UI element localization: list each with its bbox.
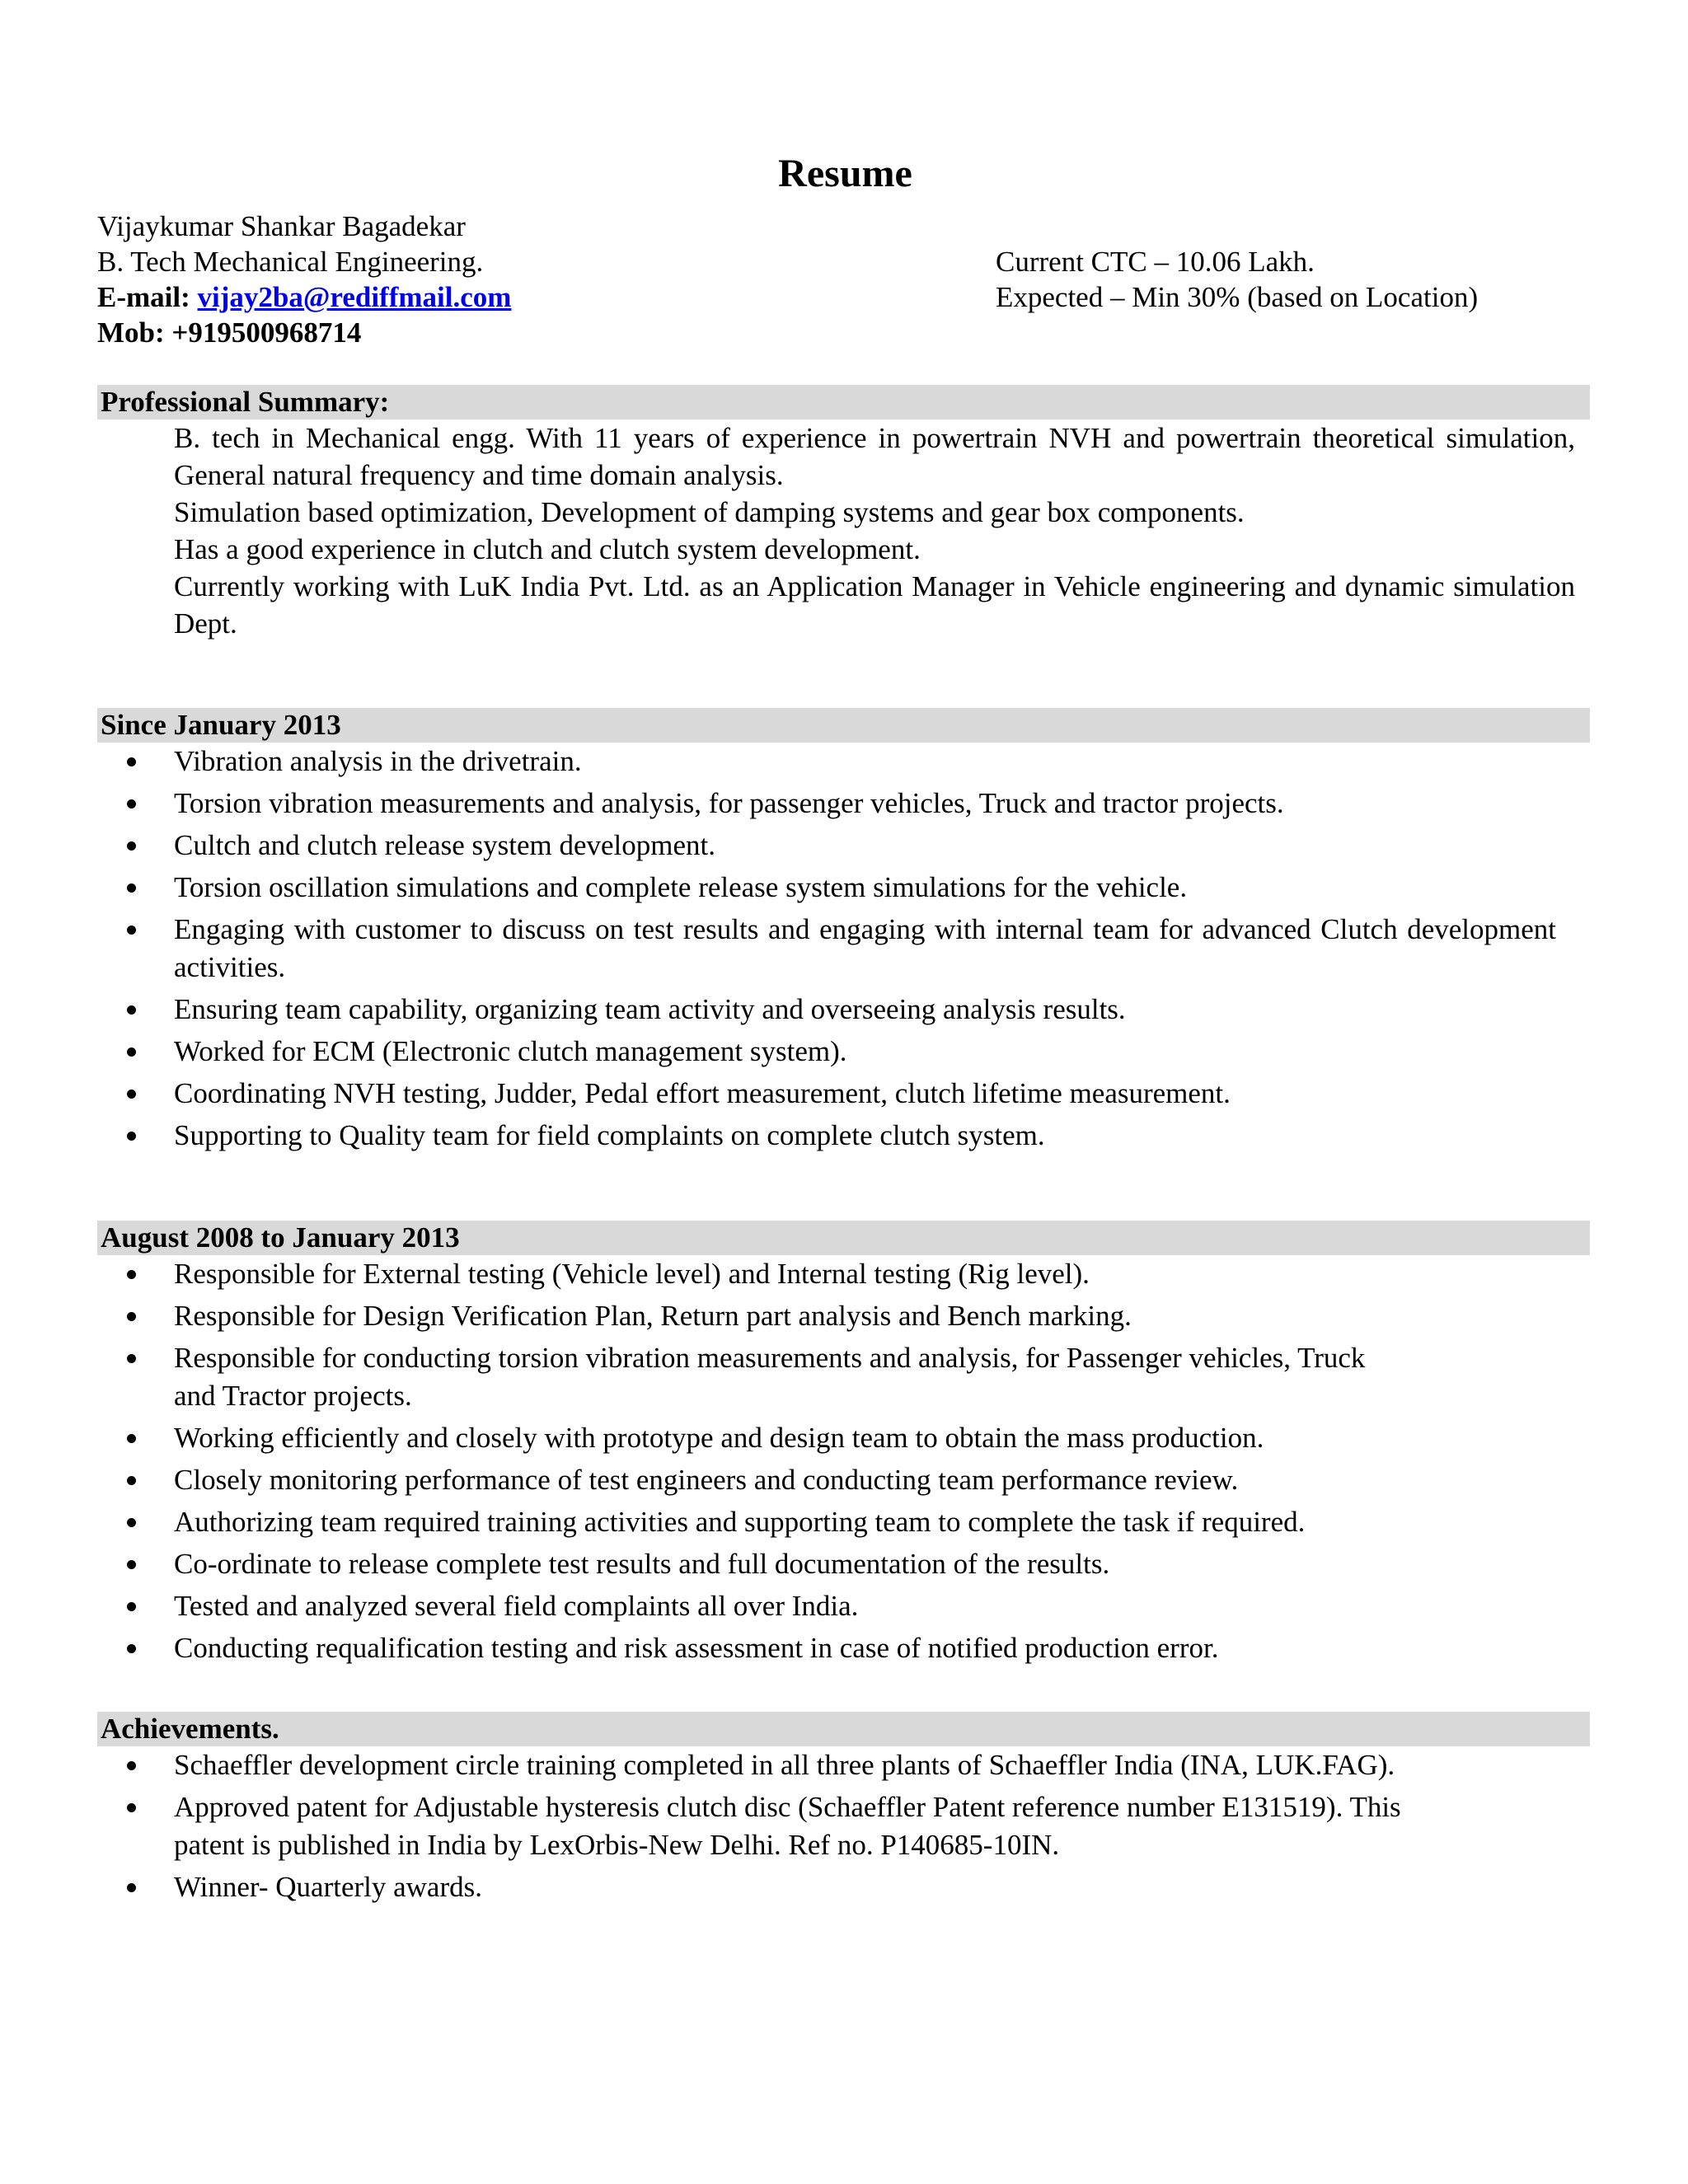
list-item (97, 1629, 1556, 1667)
achievements-list (97, 1746, 1593, 1906)
bullet-icon (127, 757, 136, 766)
list-item (97, 869, 1556, 907)
bullet-icon (127, 1644, 136, 1653)
degree: B. Tech Mechanical Engineering. (97, 246, 484, 278)
candidate-name: Vijaykumar Shankar Bagadekar (97, 210, 466, 242)
list-item (97, 1297, 1556, 1335)
list-item (97, 1788, 1449, 1864)
contact-left (97, 209, 921, 350)
achievements-heading: Achievements. (97, 1712, 1590, 1746)
list-item-text: Ensuring team capability, organizing team activity and overseeing analysis results. (174, 993, 1126, 1025)
list-item (97, 1339, 1400, 1415)
bullet-icon (127, 1434, 136, 1443)
list-item-text: Tested and analyzed several field complaints all over India. (174, 1590, 859, 1622)
expected-ctc: Expected – Min 30% (based on Location) (996, 281, 1479, 313)
contact-header (97, 209, 1593, 350)
list-item-text: Cultch and clutch release system development. (174, 829, 716, 861)
professional-summary-heading: Professional Summary: (97, 385, 1590, 419)
bullet-icon (127, 1312, 136, 1321)
compensation-block (996, 244, 1573, 315)
mobile-label: Mob: (97, 316, 165, 349)
bullet-icon (127, 1047, 136, 1057)
mobile-number: +919500968714 (171, 316, 362, 349)
list-item-text: Schaeffler development circle training completed in all three plants of Schaeffler India (INA, LUK.FAG). (174, 1749, 1395, 1781)
list-item-text: Torsion vibration measurements and analysis, for passenger vehicles, Truck and tractor projects. (174, 787, 1284, 819)
bullet-icon (127, 1602, 136, 1611)
summary-line: Has a good experience in clutch and clutch system development. (174, 533, 921, 565)
list-item (97, 1868, 1556, 1906)
bullet-icon (127, 1761, 136, 1770)
list-item-text: Working efficiently and closely with prototype and design team to obtain the mass production. (174, 1422, 1264, 1454)
since-2013-list (97, 743, 1593, 1155)
list-item (97, 1033, 1556, 1071)
list-item (97, 1746, 1556, 1784)
mobile-row (97, 315, 921, 350)
list-item (97, 1587, 1556, 1625)
summary-line: Simulation based optimization, Development of damping systems and gear box components. (174, 496, 1245, 528)
list-item-text: Authorizing team required training activities and supporting team to complete the task if required. (174, 1506, 1306, 1538)
bullet-icon (127, 883, 136, 893)
bullet-icon (127, 1476, 136, 1485)
list-item-text: Vibration analysis in the drivetrain. (174, 745, 582, 777)
list-item (97, 1117, 1556, 1155)
bullet-icon (127, 1270, 136, 1279)
list-item (97, 1461, 1556, 1499)
summary-line: Currently working with LuK India Pvt. Ltd. as an Application Manager in Vehicle engineering and dynamic simulation Dept. (174, 570, 1575, 640)
list-item (97, 1503, 1556, 1541)
list-item (97, 743, 1556, 780)
list-item (97, 827, 1556, 865)
current-ctc: Current CTC – 10.06 Lakh. (996, 246, 1315, 278)
summary-line: B. tech in Mechanical engg. With 11 years of experience in powertrain NVH and powertrain theoretical simulation, General natural frequency and time domain analysis. (174, 422, 1575, 491)
bullet-icon (127, 1518, 136, 1527)
bullet-icon (127, 1354, 136, 1363)
list-item-text: Worked for ECM (Electronic clutch management system). (174, 1035, 847, 1067)
list-item-text: Winner- Quarterly awards. (174, 1871, 482, 1903)
bullet-icon (127, 1883, 136, 1892)
page-title: Resume (778, 152, 912, 195)
bullet-icon (127, 841, 136, 851)
list-item (97, 1075, 1556, 1113)
list-item (97, 911, 1556, 987)
list-item-text: Co-ordinate to release complete test results and full documentation of the results. (174, 1548, 1110, 1580)
list-item-text: Approved patent for Adjustable hysteresis clutch disc (Schaeffler Patent reference number E131519). This patent is published in India by LexOrbis-New Delhi. Ref no. P140685-10IN. (174, 1791, 1401, 1861)
bullet-icon (127, 1560, 136, 1569)
bullet-icon (127, 1803, 136, 1812)
list-item-text: Engaging with customer to discuss on test results and engaging with internal team for advanced Clutch development activities. (174, 913, 1556, 983)
list-item (97, 1255, 1556, 1293)
list-item (97, 991, 1556, 1029)
bullet-icon (127, 799, 136, 808)
bullet-icon (127, 1090, 136, 1099)
list-item (97, 1545, 1556, 1583)
aug-2008-heading: August 2008 to January 2013 (97, 1221, 1590, 1255)
list-item-text: Coordinating NVH testing, Judder, Pedal effort measurement, clutch lifetime measurement. (174, 1077, 1231, 1109)
list-item (97, 785, 1556, 823)
list-item-text: Responsible for Design Verification Plan, Return part analysis and Bench marking. (174, 1300, 1132, 1332)
list-item (97, 1419, 1556, 1457)
list-item-text: Conducting requalification testing and risk assessment in case of notified production error. (174, 1632, 1219, 1664)
bullet-icon (127, 1005, 136, 1015)
bullet-icon (127, 1132, 136, 1141)
aug-2008-list (97, 1255, 1593, 1667)
list-item-text: Closely monitoring performance of test engineers and conducting team performance review. (174, 1464, 1239, 1496)
list-item-text: Responsible for External testing (Vehicle level) and Internal testing (Rig level). (174, 1258, 1090, 1290)
email-label: E-mail: (97, 281, 190, 313)
since-2013-heading: Since January 2013 (97, 708, 1590, 743)
bullet-icon (127, 926, 136, 935)
list-item-text: Torsion oscillation simulations and complete release system simulations for the vehicle. (174, 871, 1188, 903)
list-item-text: Supporting to Quality team for field complaints on complete clutch system. (174, 1119, 1045, 1151)
professional-summary (97, 419, 1575, 642)
list-item-text: Responsible for conducting torsion vibration measurements and analysis, for Passenger vehicles, Truck and Tractor projects. (174, 1342, 1366, 1412)
email-row (97, 279, 921, 315)
email-link[interactable]: vijay2ba@rediffmail.com (197, 281, 512, 313)
